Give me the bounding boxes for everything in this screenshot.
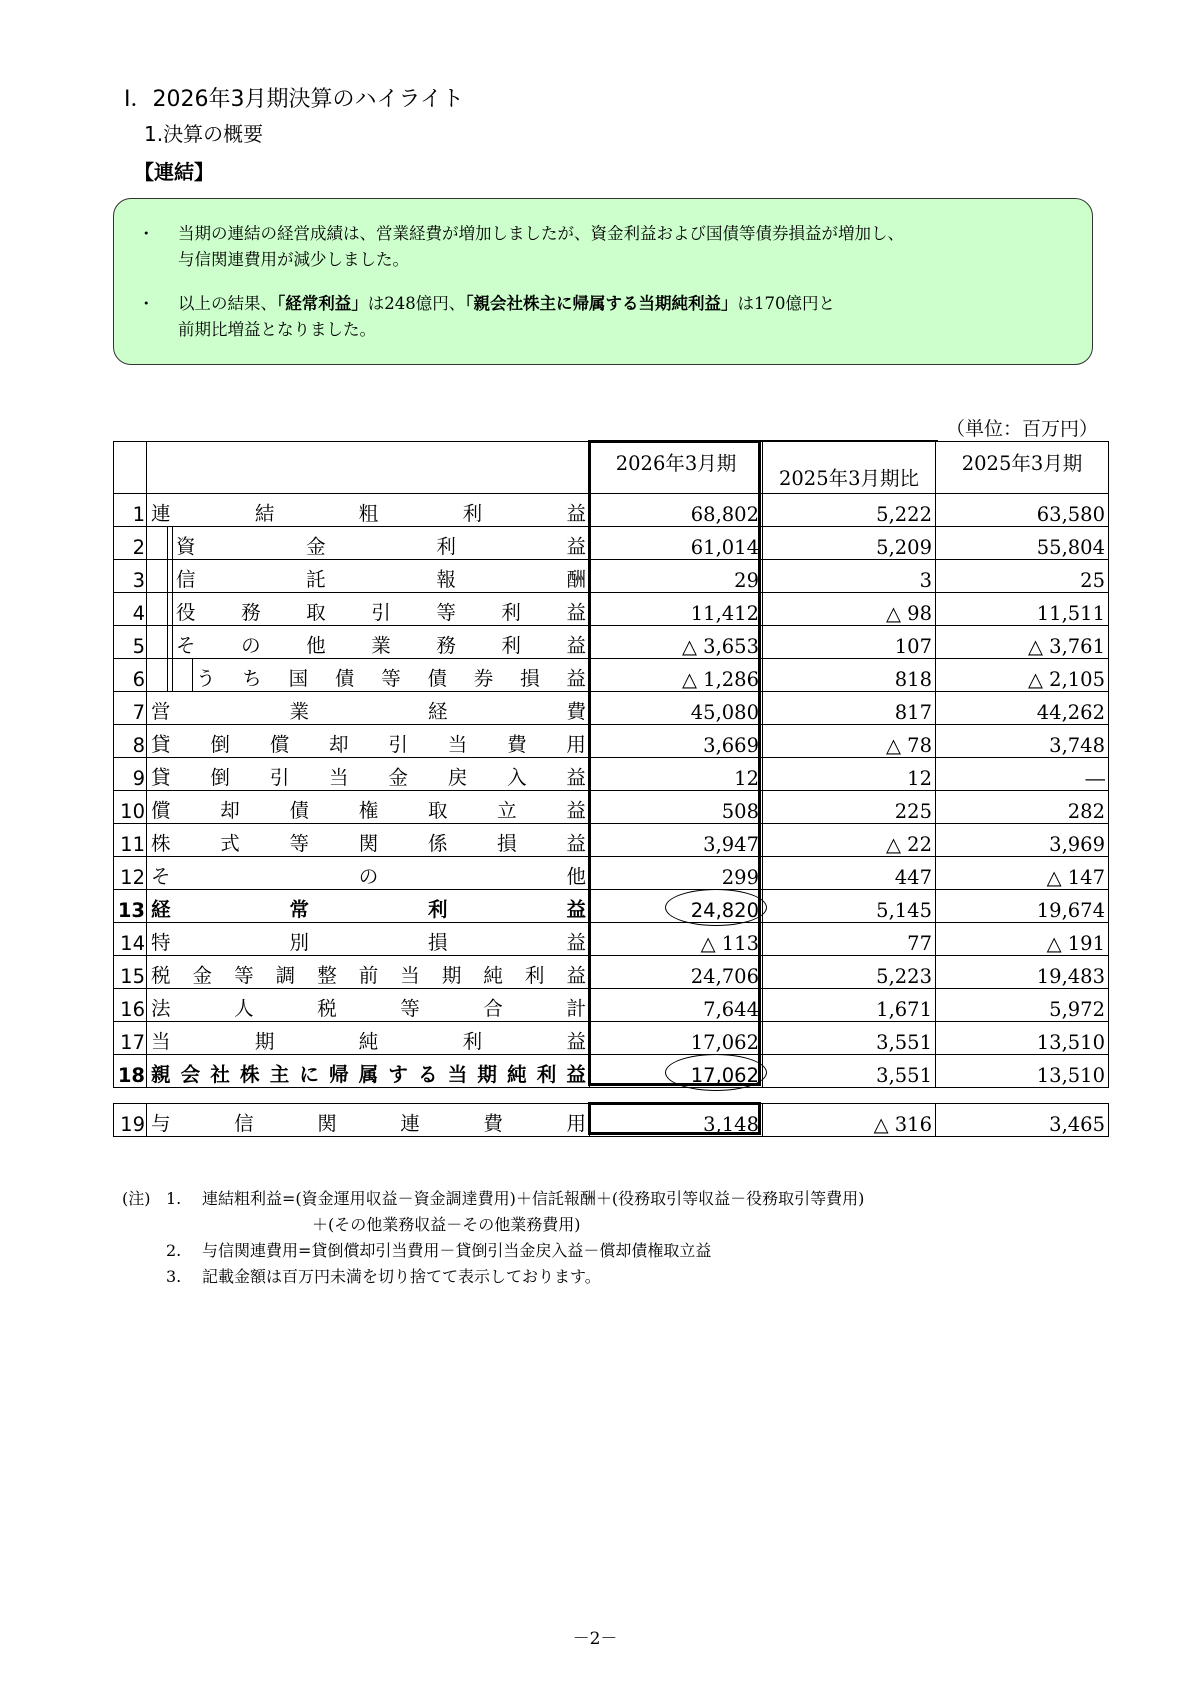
value-yoy: 818: [763, 659, 936, 692]
row-label: [147, 560, 590, 593]
label-char: 当: [447, 1063, 468, 1086]
indent-line: [167, 526, 168, 560]
label-char: 益: [566, 898, 586, 921]
value-current: △ 113: [590, 923, 763, 956]
indent-line: [167, 592, 168, 626]
value-current: 61,014: [590, 527, 763, 560]
indent-line: [172, 592, 173, 626]
value-prior: ―: [936, 758, 1109, 791]
value-current: 24,820: [590, 890, 763, 923]
label-char: 税: [151, 964, 171, 987]
row-label: [147, 626, 590, 659]
label-char: 業: [289, 700, 309, 723]
label-char: 益: [566, 1063, 586, 1086]
value-yoy: 5,223: [763, 956, 936, 989]
value-yoy: 5,209: [763, 527, 936, 560]
header-blank: [114, 442, 147, 494]
label-char: 純: [358, 1030, 379, 1053]
row-label: [147, 659, 590, 692]
label-char: 株: [240, 1063, 260, 1086]
value-current: 299: [590, 857, 763, 890]
label-char: 償: [269, 733, 290, 756]
row-label: [147, 824, 590, 857]
highlight-oval: [665, 1054, 767, 1091]
summary-text: は248億円、: [367, 294, 466, 313]
value-yoy: 1,671: [763, 989, 936, 1022]
value-current: 12: [590, 758, 763, 791]
label-char: 益: [566, 667, 586, 690]
label-char: 利: [536, 1063, 557, 1086]
value-prior: △ 3,761: [936, 626, 1109, 659]
summary-text: 当期の連結の経営成績は、営業経費が増加しましたが、資金利益および国債等債券損益が増加し、: [178, 224, 904, 243]
label-char: そ: [151, 865, 171, 888]
table-row: [114, 824, 1109, 857]
label-char: 用: [566, 733, 586, 756]
row-number: 3: [114, 560, 147, 593]
value-yoy: 107: [763, 626, 936, 659]
label-char: 信: [176, 568, 196, 591]
label-char: ち: [242, 667, 262, 690]
indent-line: [167, 559, 168, 593]
label-char: 前: [358, 964, 379, 987]
label-char: 用: [566, 1112, 586, 1135]
label-char: 純: [483, 964, 503, 987]
highlight-oval: [665, 889, 767, 926]
value-yoy: △ 78: [763, 725, 936, 758]
summary-emphasis: 「経常利益」: [277, 294, 368, 313]
value-prior: 3,969: [936, 824, 1109, 857]
label-char: 損: [497, 832, 517, 855]
label-char: 経: [151, 898, 171, 921]
table-row: [114, 626, 1109, 659]
footnote-prefix: (注): [122, 1189, 151, 1208]
row-number: 5: [114, 626, 147, 659]
row-label: [147, 494, 590, 527]
label-char: 取: [427, 799, 448, 822]
value-current: 68,802: [590, 494, 763, 527]
table-header-row: [114, 442, 1109, 494]
value-yoy: 3,551: [763, 1022, 936, 1055]
value-prior: △ 2,105: [936, 659, 1109, 692]
row-number: 8: [114, 725, 147, 758]
label-char: 利: [436, 535, 456, 558]
value-yoy: △ 316: [763, 1104, 936, 1137]
value-prior: △ 147: [936, 857, 1109, 890]
table-row: [114, 527, 1109, 560]
value-yoy: 12: [763, 758, 936, 791]
label-char: す: [388, 1063, 408, 1086]
label-char: 帰: [329, 1063, 349, 1086]
label-char: 利: [462, 1030, 483, 1053]
summary-text: 以上の結果、: [178, 294, 277, 313]
label-char: 等: [234, 964, 254, 987]
bullet-mark: ・: [138, 224, 155, 243]
label-char: う: [196, 667, 216, 690]
label-char: 倒: [210, 733, 230, 756]
indent-line: [167, 625, 168, 659]
value-prior: △ 191: [936, 923, 1109, 956]
label-char: 等: [436, 601, 456, 624]
label-char: 債: [427, 667, 447, 690]
footnote-number: 1.: [166, 1189, 182, 1208]
row-number: 16: [114, 989, 147, 1022]
table-row: [114, 659, 1109, 692]
label-char: 却: [220, 799, 240, 822]
value-prior: 55,804: [936, 527, 1109, 560]
label-char: 当: [400, 964, 420, 987]
label-char: 関: [358, 832, 379, 855]
label-char: 経: [427, 700, 448, 723]
label-char: 常: [289, 898, 309, 921]
label-char: 取: [306, 601, 326, 624]
label-char: 貸: [151, 766, 171, 789]
value-prior: 13,510: [936, 1055, 1109, 1088]
label-char: に: [299, 1063, 319, 1086]
row-number: 17: [114, 1022, 147, 1055]
label-char: 計: [566, 997, 586, 1020]
value-yoy: 817: [763, 692, 936, 725]
row-label: [147, 890, 590, 923]
value-current: 24,706: [590, 956, 763, 989]
footnote-1: [122, 1186, 865, 1212]
label-char: 務: [436, 634, 456, 657]
label-char: 式: [220, 832, 240, 855]
row-number: 10: [114, 791, 147, 824]
value-current: 11,412: [590, 593, 763, 626]
label-char: 等: [289, 832, 309, 855]
value-yoy: 77: [763, 923, 936, 956]
label-char: 務: [241, 601, 261, 624]
label-char: 国: [288, 667, 309, 690]
label-char: 連: [151, 502, 171, 525]
table-row: [114, 923, 1109, 956]
footnote-1-cont: [122, 1212, 581, 1238]
label-char: 他: [306, 634, 326, 657]
label-char: 損: [427, 931, 448, 954]
footnote-3: [122, 1264, 601, 1290]
label-char: 酬: [566, 568, 586, 591]
footnote-text: 与信関連費用=貸倒償却引当費用－貸倒引当金戻入益－償却債権取立益: [202, 1241, 712, 1260]
label-char: 費: [483, 1112, 503, 1135]
row-number: 7: [114, 692, 147, 725]
label-char: 調: [275, 964, 296, 987]
summary-text: は170億円と: [737, 294, 835, 313]
label-char: 利: [462, 502, 483, 525]
label-char: 金: [306, 535, 326, 558]
label-char: 期: [254, 1030, 275, 1053]
row-label: [147, 725, 590, 758]
value-current: 3,148: [590, 1104, 763, 1137]
table-row: [114, 1055, 1109, 1088]
value-current: 17,062: [590, 1055, 763, 1088]
label-char: 合: [483, 997, 503, 1020]
label-char: 当: [329, 766, 349, 789]
label-char: 託: [306, 568, 326, 591]
header-current-year: 2026年3月期: [590, 442, 763, 494]
label-char: 係: [427, 832, 448, 855]
value-yoy: 3: [763, 560, 936, 593]
value-yoy: △ 98: [763, 593, 936, 626]
label-char: 他: [566, 865, 586, 888]
label-char: の: [358, 865, 379, 888]
label-char: 益: [566, 799, 586, 822]
row-label: [147, 758, 590, 791]
row-number: 9: [114, 758, 147, 791]
value-current: 3,669: [590, 725, 763, 758]
value-current: 17,062: [590, 1022, 763, 1055]
label-char: 戻: [447, 766, 468, 789]
value-yoy: 5,145: [763, 890, 936, 923]
page-number: －2－: [572, 1629, 618, 1649]
label-char: 金: [388, 766, 408, 789]
footnote-text: 連結粗利益=(資金運用収益－資金調達費用)＋信託報酬＋(役務取引等収益－役務取引等費用): [202, 1189, 865, 1208]
footnote-2: [122, 1238, 712, 1264]
table-row: [114, 989, 1109, 1022]
group-title: 【連結】: [134, 160, 214, 184]
label-char: 入: [507, 766, 527, 789]
summary-text: 与信関連費用が減少しました。: [178, 250, 409, 269]
label-char: 別: [289, 931, 309, 954]
row-number: 6: [114, 659, 147, 692]
table-row: [114, 791, 1109, 824]
subsection-title: 1.決算の概要: [144, 122, 264, 146]
value-prior: 13,510: [936, 1022, 1109, 1055]
summary-text: [178, 291, 835, 317]
bullet-mark: ・: [138, 294, 155, 313]
value-prior: 11,511: [936, 593, 1109, 626]
table-spacer: [114, 1088, 1109, 1104]
label-char: 人: [234, 997, 254, 1020]
value-prior: 5,972: [936, 989, 1109, 1022]
row-label: [147, 593, 590, 626]
value-prior: 44,262: [936, 692, 1109, 725]
label-char: 償: [151, 799, 171, 822]
label-char: 関: [317, 1112, 337, 1135]
table-row: [114, 560, 1109, 593]
row-number: 12: [114, 857, 147, 890]
value-prior: 19,674: [936, 890, 1109, 923]
row-label: [147, 527, 590, 560]
label-char: 金: [192, 964, 213, 987]
table-row: [114, 494, 1109, 527]
footnote-text: ＋(その他業務収益－その他業務費用): [312, 1215, 581, 1234]
table-row: [114, 692, 1109, 725]
label-char: 社: [210, 1063, 230, 1086]
row-number: 13: [114, 890, 147, 923]
label-char: 益: [566, 535, 586, 558]
value-current: 45,080: [590, 692, 763, 725]
row-number: 19: [114, 1104, 147, 1137]
label-char: 立: [497, 799, 517, 822]
value-yoy: 225: [763, 791, 936, 824]
indent-line: [172, 658, 173, 692]
label-char: 当: [447, 733, 468, 756]
footnote-number: 2.: [166, 1241, 182, 1260]
value-yoy: 5,222: [763, 494, 936, 527]
indent-line: [167, 658, 168, 692]
results-table: [113, 441, 1109, 1137]
label-char: 報: [436, 568, 456, 591]
row-number: 11: [114, 824, 147, 857]
row-label: [147, 923, 590, 956]
label-char: 権: [358, 799, 379, 822]
row-label: [147, 956, 590, 989]
unit-label: （単位：百万円）: [945, 418, 1098, 440]
value-current: 508: [590, 791, 763, 824]
label-char: 益: [566, 634, 586, 657]
value-prior: 19,483: [936, 956, 1109, 989]
label-char: 当: [151, 1030, 171, 1053]
label-char: 役: [176, 601, 196, 624]
label-char: 益: [566, 1030, 586, 1053]
table-row-credit-cost: [114, 1104, 1109, 1137]
table-row: [114, 956, 1109, 989]
label-char: 券: [473, 667, 494, 690]
indent-line: [192, 658, 193, 692]
row-number: 1: [114, 494, 147, 527]
indent-line: [172, 526, 173, 560]
label-char: 益: [566, 502, 586, 525]
label-char: 資: [176, 535, 196, 558]
row-label: [147, 989, 590, 1022]
value-prior: 3,465: [936, 1104, 1109, 1137]
label-char: 債: [289, 799, 309, 822]
label-char: 貸: [151, 733, 171, 756]
label-char: 引: [269, 766, 290, 789]
label-char: 益: [566, 931, 586, 954]
section-title: Ⅰ．2026年3月期決算のハイライト: [124, 87, 464, 112]
label-char: 利: [501, 601, 521, 624]
label-char: 益: [566, 964, 586, 987]
row-number: 2: [114, 527, 147, 560]
indent-line: [172, 559, 173, 593]
value-prior: 25: [936, 560, 1109, 593]
value-current: △ 3,653: [590, 626, 763, 659]
label-char: 益: [566, 832, 586, 855]
value-prior: 282: [936, 791, 1109, 824]
row-number: 15: [114, 956, 147, 989]
label-char: 信: [234, 1112, 254, 1135]
table-row: [114, 890, 1109, 923]
footnote-text: 記載金額は百万円未満を切り捨てて表示しております。: [202, 1267, 601, 1286]
label-char: 利: [427, 898, 448, 921]
label-char: 連: [400, 1112, 420, 1135]
row-number: 14: [114, 923, 147, 956]
value-current: 3,947: [590, 824, 763, 857]
header-yoy: 2025年3月期比: [763, 442, 936, 494]
summary-emphasis: 「親会社株主に帰属する当期純利益」: [465, 294, 738, 313]
label-char: 法: [151, 997, 171, 1020]
label-char: 属: [358, 1063, 379, 1086]
label-char: 却: [329, 733, 349, 756]
label-char: の: [241, 634, 261, 657]
header-blank: [147, 442, 590, 494]
value-current: △ 1,286: [590, 659, 763, 692]
row-number: 4: [114, 593, 147, 626]
value-yoy: △ 22: [763, 824, 936, 857]
label-char: 債: [334, 667, 355, 690]
row-label: [147, 692, 590, 725]
label-char: 特: [151, 931, 171, 954]
label-char: 与: [151, 1112, 171, 1135]
footnotes: [122, 1186, 865, 1290]
row-label: [147, 1022, 590, 1055]
label-char: 損: [520, 667, 540, 690]
row-label: [147, 1104, 590, 1137]
label-char: 結: [254, 502, 275, 525]
indent-line: [172, 625, 173, 659]
table-row: [114, 725, 1109, 758]
summary-text: 前期比増益となりました。: [178, 320, 376, 339]
value-current: 7,644: [590, 989, 763, 1022]
label-char: 益: [566, 766, 586, 789]
table-row: [114, 758, 1109, 791]
label-char: る: [418, 1063, 438, 1086]
footnote-number: 3.: [166, 1267, 182, 1286]
label-char: 益: [566, 601, 586, 624]
label-char: 倒: [210, 766, 230, 789]
row-number: 18: [114, 1055, 147, 1088]
label-char: 期: [441, 964, 462, 987]
label-char: 営: [151, 700, 171, 723]
label-char: 業: [371, 634, 391, 657]
label-char: 会: [180, 1063, 201, 1086]
value-current: 29: [590, 560, 763, 593]
table-row: [114, 857, 1109, 890]
label-char: 引: [388, 733, 408, 756]
label-char: 税: [317, 997, 337, 1020]
label-char: 期: [477, 1063, 497, 1086]
table-row: [114, 1022, 1109, 1055]
value-prior: 63,580: [936, 494, 1109, 527]
label-char: 利: [524, 964, 545, 987]
row-label: [147, 1055, 590, 1088]
label-char: 純: [507, 1063, 527, 1086]
label-char: 親: [151, 1063, 171, 1086]
value-prior: 3,748: [936, 725, 1109, 758]
label-char: 費: [566, 700, 586, 723]
summary-box: [113, 198, 1093, 365]
label-char: 費: [507, 733, 527, 756]
label-char: 引: [371, 601, 391, 624]
value-yoy: 447: [763, 857, 936, 890]
label-char: 等: [400, 997, 420, 1020]
label-char: 等: [381, 667, 401, 690]
label-char: そ: [176, 634, 196, 657]
value-yoy: 3,551: [763, 1055, 936, 1088]
label-char: 主: [269, 1063, 290, 1086]
table-row: [114, 593, 1109, 626]
label-char: 整: [317, 964, 337, 987]
label-char: 利: [501, 634, 521, 657]
row-label: [147, 791, 590, 824]
label-char: 粗: [358, 502, 379, 525]
label-char: 株: [151, 832, 171, 855]
header-prior-year: 2025年3月期: [936, 442, 1109, 494]
row-label: [147, 857, 590, 890]
